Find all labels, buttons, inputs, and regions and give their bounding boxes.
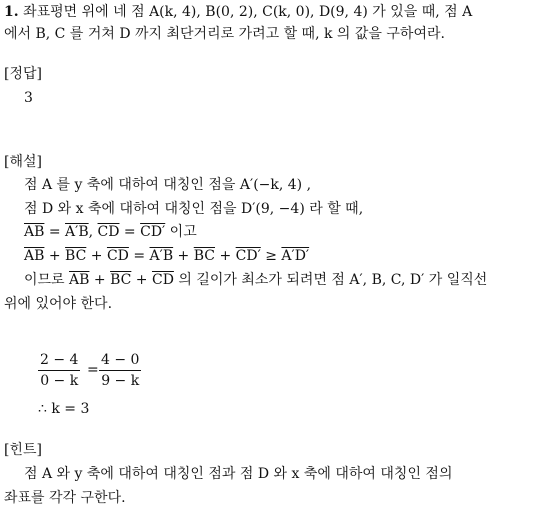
fraction-right-numerator: 4 − 0: [99, 352, 141, 371]
line-tail: 이고: [165, 224, 197, 240]
solution-line-5: [24, 270, 487, 290]
solution-line-3: [24, 222, 197, 242]
solution-line-6: 위에 있어야 한다.: [4, 296, 113, 312]
fraction-left: [38, 352, 80, 389]
segment-apb: A′B: [149, 248, 174, 264]
problem-text-1: 좌표평면 위에 네 점 A(k, 4), B(0, 2), C(k, 0), D(9, 4) 가 있을 때, 점 A: [23, 4, 473, 20]
segment-cdp: CD′: [235, 248, 261, 264]
problem-line-2: 에서 B, C 를 거쳐 D 까지 최단거리로 가려고 할 때, k 의 값을 구하여라.: [4, 26, 445, 42]
segment-ab: $\overline{AB}$: [24, 248, 45, 264]
segment-apb: A′B: [65, 224, 89, 240]
conclusion: ∴ k = 3: [38, 401, 90, 417]
solution-heading: [해설]: [4, 154, 42, 170]
segment-cd: $\overline{CD}$: [106, 248, 129, 264]
line-prefix: 이므로: [24, 272, 70, 288]
plus-sign: +: [44, 248, 66, 264]
segment-apdp: A′D′: [281, 248, 310, 264]
solution-line-1: 점 A 를 y 축에 대하여 대칭인 점을 A′(−k, 4) ,: [24, 177, 312, 193]
segment-bc: $\overline{BC}$: [65, 248, 87, 264]
segment-cd: $\overline{CD}$: [151, 272, 174, 288]
plus-sign: +: [215, 248, 236, 264]
separator: ,: [88, 224, 98, 240]
line-suffix: 의 길이가 최소가 되려면 점 A′, B, C, D′ 가 일직선: [173, 272, 488, 288]
segment-ab: $\overline{AB}$: [24, 224, 45, 240]
equals-sign: =: [128, 248, 150, 264]
segment-bc: $\overline{BC}$: [193, 248, 216, 264]
equals-sign: =: [119, 224, 141, 240]
fraction-equals: =: [87, 362, 99, 378]
segment-cdp: CD′: [140, 224, 166, 240]
plus-sign: +: [173, 248, 194, 264]
answer-heading: [정답]: [4, 66, 42, 82]
fraction-left-numerator: 2 − 4: [38, 352, 80, 371]
solution-line-2: 점 D 와 x 축에 대하여 대칭인 점을 D′(9, −4) 라 할 때,: [24, 201, 364, 217]
plus-sign: +: [131, 272, 152, 288]
fraction-left-denominator: 0 − k: [40, 373, 79, 389]
problem-number: 1.: [4, 4, 19, 20]
hint-line-1: 점 A 와 y 축에 대하여 대칭인 점과 점 D 와 x 축에 대하여 대칭인 점의: [24, 466, 453, 482]
hint-heading: [힌트]: [4, 442, 42, 458]
segment-cd: $\overline{CD}$: [97, 224, 120, 240]
ge-sign: ≥: [260, 248, 282, 264]
fraction-right: [99, 352, 141, 389]
solution-line-4: [24, 246, 309, 266]
equals-sign: =: [44, 224, 66, 240]
segment-bc: $\overline{BC}$: [110, 272, 132, 288]
plus-sign: +: [89, 272, 111, 288]
segment-ab: $\overline{AB}$: [69, 272, 90, 288]
problem-line-1: [4, 2, 472, 22]
fraction-right-denominator: 9 − k: [101, 373, 140, 389]
answer-value: 3: [24, 90, 33, 106]
hint-line-2: 좌표를 각각 구한다.: [4, 490, 126, 506]
plus-sign: +: [86, 248, 107, 264]
